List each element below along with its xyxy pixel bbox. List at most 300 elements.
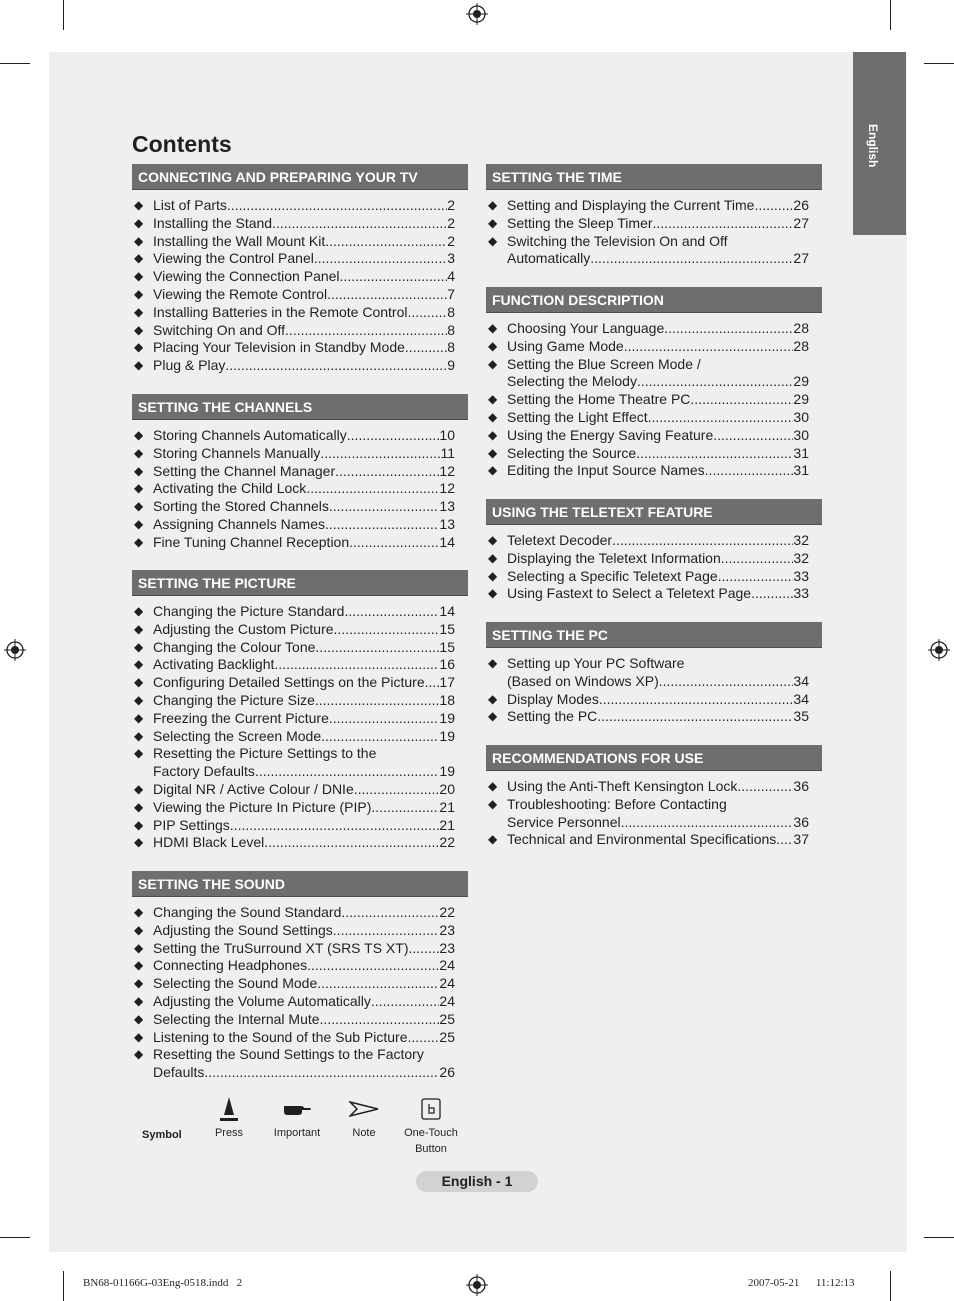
symbol-press-caption: Press (214, 1127, 244, 1139)
toc-entry[interactable] (486, 356, 822, 392)
dot-leader (405, 339, 447, 357)
diamond-bullet-icon: ◆ (134, 322, 144, 337)
toc-entry-page-number: 13 (439, 498, 455, 515)
diamond-bullet-icon: ◆ (488, 550, 498, 565)
toc-entry-label: Connecting Headphones (153, 957, 308, 974)
toc-entry-page-number: 33 (793, 585, 809, 602)
toc-entry-page-number: 8 (447, 339, 455, 356)
toc-entry-page-number: 25 (439, 1010, 455, 1027)
language-tab-label: English (866, 124, 880, 168)
toc-entry-label: Setting the PC (507, 708, 598, 725)
diamond-bullet-icon: ◆ (488, 198, 498, 212)
diamond-bullet-icon: ◆ (134, 481, 144, 496)
toc-entry[interactable] (486, 691, 822, 709)
toc-entry[interactable] (132, 427, 468, 445)
dot-leader (329, 710, 440, 728)
diamond-bullet-icon: ◆ (134, 286, 144, 301)
toc-entry[interactable] (486, 320, 822, 338)
toc-entry[interactable] (132, 834, 468, 852)
diamond-bullet-icon: ◆ (134, 428, 144, 442)
toc-entry-label: Installing the Stand (153, 214, 273, 231)
crop-mark (924, 63, 954, 64)
toc-entry-label: Setting the Light Effect (507, 408, 648, 425)
diamond-bullet-icon: ◆ (134, 1047, 144, 1062)
toc-entry[interactable] (486, 391, 822, 409)
toc-section-heading: SETTING THE CHANNELS (132, 394, 468, 420)
toc-entry-page-number: 30 (793, 408, 809, 425)
diamond-bullet-icon: ◆ (134, 692, 144, 707)
toc-entry-page-number: 13 (439, 515, 455, 532)
diamond-bullet-icon: ◆ (134, 817, 144, 832)
toc-section (132, 394, 468, 552)
toc-entry[interactable] (132, 745, 468, 781)
toc-entry-label: HDMI Black Level (153, 834, 265, 851)
toc-entry[interactable] (132, 480, 468, 498)
diamond-bullet-icon: ◆ (134, 657, 144, 672)
toc-entry-page-number: 22 (439, 834, 455, 851)
toc-entry[interactable] (486, 585, 822, 603)
toc-entry-page-number: 35 (793, 708, 809, 725)
dot-leader (425, 674, 440, 692)
toc-entry-label: Displaying the Teletext Information (507, 549, 721, 566)
toc-entry[interactable] (132, 993, 468, 1011)
diamond-bullet-icon: ◆ (488, 215, 498, 230)
symbol-important-caption: Important (273, 1127, 321, 1139)
toc-entry-label: Switching the Television On and Off (507, 232, 728, 249)
important-hand-icon (282, 1100, 312, 1118)
toc-entry-page-number: 36 (793, 778, 809, 794)
toc-entry-page-number: 36 (793, 813, 809, 830)
dot-leader (407, 304, 447, 322)
toc-entry-label: Setting and Displaying the Current Time (507, 197, 755, 213)
diamond-bullet-icon: ◆ (488, 338, 498, 353)
toc-entry[interactable] (132, 603, 468, 621)
toc-entry-label: Adjusting the Sound Settings (153, 921, 333, 938)
toc-entry-label: Viewing the Picture In Picture (PIP) (153, 798, 372, 815)
diamond-bullet-icon: ◆ (134, 922, 144, 937)
dot-leader (659, 673, 794, 691)
toc-entry-page-number: 2 (447, 197, 455, 213)
dot-leader (690, 391, 793, 409)
toc-entry[interactable] (486, 796, 822, 832)
toc-entry-page-number: 9 (447, 357, 455, 374)
toc-entry[interactable] (486, 708, 822, 726)
toc-entry-page-number: 3 (447, 250, 455, 267)
toc-entry[interactable] (132, 692, 468, 710)
registration-mark-icon (466, 3, 488, 25)
toc-entry-label: Setting the Sleep Timer (507, 214, 653, 231)
toc-section (486, 745, 822, 849)
diamond-bullet-icon: ◆ (488, 409, 498, 424)
diamond-bullet-icon: ◆ (488, 392, 498, 407)
file-slug: BN68-01166G-03Eng-0518.indd 2 (83, 1277, 243, 1289)
toc-entry[interactable] (486, 409, 822, 427)
toc-entry-label: Placing Your Television in Standby Mode (153, 339, 405, 356)
toc-entry-page-number: 24 (439, 957, 455, 974)
toc-entry[interactable] (132, 728, 468, 746)
page-title: Contents (132, 131, 232, 157)
diamond-bullet-icon: ◆ (134, 835, 144, 850)
toc-entry[interactable] (132, 656, 468, 674)
diamond-bullet-icon: ◆ (134, 1029, 144, 1044)
toc-entry-label: Listening to the Sound of the Sub Picture (153, 1028, 408, 1045)
toc-item-list (486, 778, 822, 849)
toc-entry-page-number: 18 (439, 691, 455, 708)
toc-entry[interactable] (486, 462, 822, 480)
toc-entry-page-number: 32 (793, 549, 809, 566)
toc-entry-label: Service Personnel (507, 813, 621, 830)
dot-leader (349, 534, 439, 552)
toc-entry-page-number: 15 (439, 620, 455, 637)
toc-entry[interactable] (132, 1029, 468, 1047)
symbol-legend-label: Symbol (142, 1129, 182, 1141)
toc-entry[interactable] (132, 940, 468, 958)
diamond-bullet-icon: ◆ (488, 656, 498, 670)
toc-section (132, 871, 468, 1082)
dot-leader (264, 834, 439, 852)
toc-entry[interactable] (132, 1046, 468, 1082)
diamond-bullet-icon: ◆ (488, 568, 498, 583)
dot-leader (776, 831, 793, 849)
toc-item-list (486, 320, 822, 480)
toc-entry-page-number: 26 (793, 197, 809, 213)
diamond-bullet-icon: ◆ (134, 728, 144, 743)
symbol-one-touch-caption: One-Touch Button (404, 1127, 458, 1155)
dot-leader (713, 427, 793, 445)
diamond-bullet-icon: ◆ (488, 427, 498, 442)
toc-entry[interactable] (486, 338, 822, 356)
dot-leader (408, 940, 439, 958)
dot-leader (321, 728, 439, 746)
toc-entry-label: Adjusting the Volume Automatically (153, 992, 371, 1009)
dot-leader (320, 1011, 440, 1029)
toc-entry-label: Digital NR / Active Colour / DNIe (153, 780, 354, 797)
toc-entry[interactable] (132, 922, 468, 940)
toc-entry-label: Activating the Child Lock (153, 480, 307, 497)
toc-entry-page-number: 21 (439, 798, 455, 815)
dot-leader (737, 778, 793, 796)
diamond-bullet-icon: ◆ (488, 832, 498, 847)
toc-entry[interactable] (132, 357, 468, 375)
toc-entry[interactable] (486, 427, 822, 445)
dot-leader (314, 250, 447, 268)
toc-entry-page-number: 30 (793, 426, 809, 443)
toc-entry-label: (Based on Windows XP) (507, 672, 659, 689)
note-arrow-icon (349, 1100, 379, 1118)
toc-entry[interactable] (132, 975, 468, 993)
toc-entry-label: Defaults (153, 1064, 205, 1081)
crop-mark (924, 1237, 954, 1238)
toc-entry[interactable] (486, 778, 822, 796)
toc-section-heading: SETTING THE PICTURE (132, 570, 468, 596)
crop-mark (0, 1237, 30, 1238)
dot-leader (335, 463, 439, 481)
toc-entry-label: Assigning Channels Names (153, 515, 325, 532)
crop-mark (0, 63, 30, 64)
toc-entry-page-number: 31 (793, 444, 809, 461)
toc-entry-label: Changing the Picture Size (153, 691, 315, 708)
toc-item-list (486, 655, 822, 726)
dot-leader (705, 462, 794, 480)
toc-entry[interactable] (132, 674, 468, 692)
toc-section (486, 164, 822, 268)
toc-section (132, 570, 468, 852)
toc-entry[interactable] (132, 250, 468, 268)
diamond-bullet-icon: ◆ (488, 233, 498, 248)
toc-entry-label: Changing the Sound Standard (153, 904, 342, 920)
dot-leader (307, 957, 439, 975)
symbol-note-caption: Note (352, 1127, 376, 1139)
toc-entry[interactable] (486, 445, 822, 463)
symbol-press (204, 1093, 254, 1141)
toc-section-heading: CONNECTING AND PREPARING YOUR TV (132, 164, 468, 190)
toc-entry-label: Using the Anti-Theft Kensington Lock (507, 778, 738, 794)
toc-entry-page-number: 27 (793, 250, 809, 267)
toc-entry-label: Configuring Detailed Settings on the Picture (153, 674, 425, 691)
registration-mark-icon (466, 1274, 488, 1296)
diamond-bullet-icon: ◆ (134, 958, 144, 973)
diamond-bullet-icon: ◆ (134, 516, 144, 531)
toc-entry[interactable] (132, 268, 468, 286)
toc-entry-page-number: 31 (793, 462, 809, 479)
toc-entry[interactable] (132, 463, 468, 481)
toc-entry-page-number: 24 (439, 992, 455, 1009)
toc-entry-label: Display Modes (507, 690, 599, 707)
diamond-bullet-icon: ◆ (488, 463, 498, 478)
symbol-one-touch (400, 1093, 462, 1157)
toc-section-heading: SETTING THE TIME (486, 164, 822, 190)
dot-leader (624, 338, 794, 356)
diamond-bullet-icon: ◆ (488, 586, 498, 601)
dot-leader (637, 373, 793, 391)
toc-entry-label: Installing Batteries in the Remote Control (153, 303, 408, 320)
toc-entry[interactable] (132, 197, 468, 215)
dot-leader (718, 568, 794, 586)
toc-entry-label: Using Fastext to Select a Teletext Page (507, 585, 752, 602)
dot-leader (599, 691, 794, 709)
diamond-bullet-icon: ◆ (134, 993, 144, 1008)
diamond-bullet-icon: ◆ (134, 905, 144, 919)
toc-entry-page-number: 32 (793, 532, 809, 548)
toc-entry-page-number: 33 (793, 567, 809, 584)
toc-entry-page-number: 10 (439, 427, 455, 443)
toc-entry-page-number: 14 (439, 533, 455, 550)
dot-leader (227, 197, 447, 215)
toc-entry-label: PIP Settings (153, 816, 230, 833)
toc-entry[interactable] (486, 655, 822, 691)
dot-leader (325, 233, 447, 251)
toc-entry-label: Changing the Colour Tone (153, 638, 316, 655)
toc-entry[interactable] (132, 817, 468, 835)
diamond-bullet-icon: ◆ (134, 976, 144, 991)
toc-entry-label: List of Parts (153, 197, 227, 213)
toc-entry-label: Plug & Play (153, 357, 226, 374)
toc-entry-page-number: 20 (439, 780, 455, 797)
dot-leader (320, 445, 440, 463)
dot-leader (653, 215, 794, 233)
toc-entry[interactable] (486, 831, 822, 849)
toc-entry[interactable] (132, 304, 468, 322)
dot-leader (278, 656, 439, 674)
diamond-bullet-icon: ◆ (134, 940, 144, 955)
diamond-bullet-icon: ◆ (134, 251, 144, 266)
toc-entry[interactable] (486, 197, 822, 215)
toc-entry-page-number: 14 (439, 603, 455, 619)
toc-entry-page-number: 2 (447, 214, 455, 231)
registration-mark-icon (4, 639, 26, 661)
toc-entry-page-number: 21 (439, 816, 455, 833)
registration-mark-icon (928, 639, 950, 661)
symbol-important (268, 1093, 326, 1141)
toc-entry[interactable] (132, 799, 468, 817)
toc-entry[interactable] (132, 445, 468, 463)
dot-leader (255, 763, 439, 781)
dot-leader (621, 814, 794, 832)
toc-entry-page-number: 34 (793, 672, 809, 689)
diamond-bullet-icon: ◆ (134, 710, 144, 725)
toc-entry-label: Setting the TruSurround XT (SRS TS XT) (153, 939, 409, 956)
diamond-bullet-icon: ◆ (488, 691, 498, 706)
dot-leader (317, 975, 439, 993)
toc-section-heading: FUNCTION DESCRIPTION (486, 287, 822, 313)
toc-entry-page-number: 4 (447, 268, 455, 285)
toc-section-heading: SETTING THE SOUND (132, 871, 468, 897)
dot-leader (597, 708, 793, 726)
toc-item-list (132, 427, 468, 552)
dot-leader (612, 532, 793, 550)
toc-entry-page-number: 7 (447, 285, 455, 302)
date-slug: 2007-05-21 11:12:13 (748, 1277, 855, 1289)
diamond-bullet-icon: ◆ (134, 604, 144, 618)
diamond-bullet-icon: ◆ (488, 445, 498, 460)
toc-entry-label: Troubleshooting: Before Contacting (507, 795, 727, 812)
toc-entry[interactable] (132, 286, 468, 304)
diamond-bullet-icon: ◆ (134, 358, 144, 373)
diamond-bullet-icon: ◆ (134, 675, 144, 690)
diamond-bullet-icon: ◆ (488, 356, 498, 371)
toc-entry-label: Choosing Your Language (507, 320, 665, 336)
diamond-bullet-icon: ◆ (134, 639, 144, 654)
dot-leader (408, 1029, 440, 1047)
toc-entry[interactable] (132, 215, 468, 233)
toc-section-heading: SETTING THE PC (486, 622, 822, 648)
toc-entry[interactable] (486, 550, 822, 568)
toc-entry[interactable] (132, 957, 468, 975)
dot-leader (333, 922, 440, 940)
toc-entry-label: Sorting the Stored Channels (153, 498, 329, 515)
toc-entry[interactable] (132, 1011, 468, 1029)
toc-entry-page-number: 19 (439, 709, 455, 726)
dot-leader (285, 322, 447, 340)
dot-leader (315, 639, 439, 657)
diamond-bullet-icon: ◆ (134, 233, 144, 248)
diamond-bullet-icon: ◆ (488, 709, 498, 724)
toc-section (486, 287, 822, 480)
toc-entry-label: Using the Energy Saving Feature (507, 426, 714, 443)
toc-entry[interactable] (132, 322, 468, 340)
toc-entry-label: Viewing the Control Panel (153, 250, 314, 267)
crop-mark (890, 1271, 891, 1301)
toc-entry-label: Adjusting the Custom Picture (153, 620, 334, 637)
dot-leader (204, 1064, 439, 1082)
dot-leader (334, 621, 440, 639)
toc-entry-page-number: 28 (793, 320, 809, 336)
dot-leader (371, 993, 440, 1011)
toc-entry[interactable] (486, 532, 822, 550)
toc-entry[interactable] (132, 233, 468, 251)
toc-entry[interactable] (132, 621, 468, 639)
toc-entry-label: Freezing the Current Picture (153, 709, 329, 726)
toc-entry-page-number: 19 (439, 763, 455, 780)
toc-section (486, 499, 822, 603)
toc-entry[interactable] (132, 339, 468, 357)
toc-entry-page-number: 26 (439, 1064, 455, 1081)
crop-mark (63, 1271, 64, 1301)
dot-leader (347, 427, 440, 445)
toc-item-list (486, 197, 822, 268)
toc-entry[interactable] (132, 534, 468, 552)
toc-entry[interactable] (132, 781, 468, 799)
toc-entry[interactable] (132, 639, 468, 657)
dot-leader (664, 320, 793, 338)
toc-entry-label: Viewing the Connection Panel (153, 268, 340, 285)
toc-entry-label: Installing the Wall Mount Kit (153, 232, 326, 249)
toc-entry[interactable] (132, 904, 468, 922)
dot-leader (325, 516, 439, 534)
diamond-bullet-icon: ◆ (134, 781, 144, 796)
dot-leader (751, 585, 793, 603)
diamond-bullet-icon: ◆ (134, 621, 144, 636)
diamond-bullet-icon: ◆ (134, 340, 144, 355)
toc-item-list (132, 603, 468, 852)
dot-leader (371, 799, 439, 817)
toc-entry-label: Storing Channels Manually (153, 444, 321, 461)
diamond-bullet-icon: ◆ (488, 779, 498, 793)
dot-leader (341, 904, 439, 922)
dot-leader (327, 286, 447, 304)
toc-item-list (132, 197, 468, 375)
toc-entry[interactable] (132, 516, 468, 534)
dot-leader (315, 692, 440, 710)
toc-entry-label: Setting the Blue Screen Mode / (507, 355, 701, 372)
crop-mark (63, 0, 64, 30)
dot-leader (344, 603, 439, 621)
toc-entry-page-number: 23 (439, 921, 455, 938)
toc-entry-label: Activating Backlight. (153, 656, 279, 673)
toc-entry-label: Technical and Environmental Specifications (507, 831, 777, 848)
toc-entry[interactable] (132, 710, 468, 728)
toc-entry-page-number: 19 (439, 727, 455, 744)
toc-entry[interactable] (486, 215, 822, 233)
dot-leader (225, 357, 447, 375)
toc-entry-page-number: 11 (440, 444, 455, 461)
toc-entry[interactable] (132, 498, 468, 516)
toc-entry-page-number: 2 (447, 232, 455, 249)
toc-entry-label: Editing the Input Source Names (507, 462, 705, 479)
toc-entry-label: Setting up Your PC Software (507, 655, 685, 671)
diamond-bullet-icon: ◆ (134, 1011, 144, 1026)
dot-leader (306, 480, 439, 498)
toc-entry-page-number: 29 (793, 373, 809, 390)
toc-entry[interactable] (486, 568, 822, 586)
toc-entry[interactable] (486, 233, 822, 269)
diamond-bullet-icon: ◆ (134, 534, 144, 549)
diamond-bullet-icon: ◆ (134, 499, 144, 514)
toc-entry-label: Selecting the Source (507, 444, 637, 461)
diamond-bullet-icon: ◆ (134, 304, 144, 319)
diamond-bullet-icon: ◆ (488, 321, 498, 335)
page-number-label: English - 1 (416, 1171, 538, 1192)
